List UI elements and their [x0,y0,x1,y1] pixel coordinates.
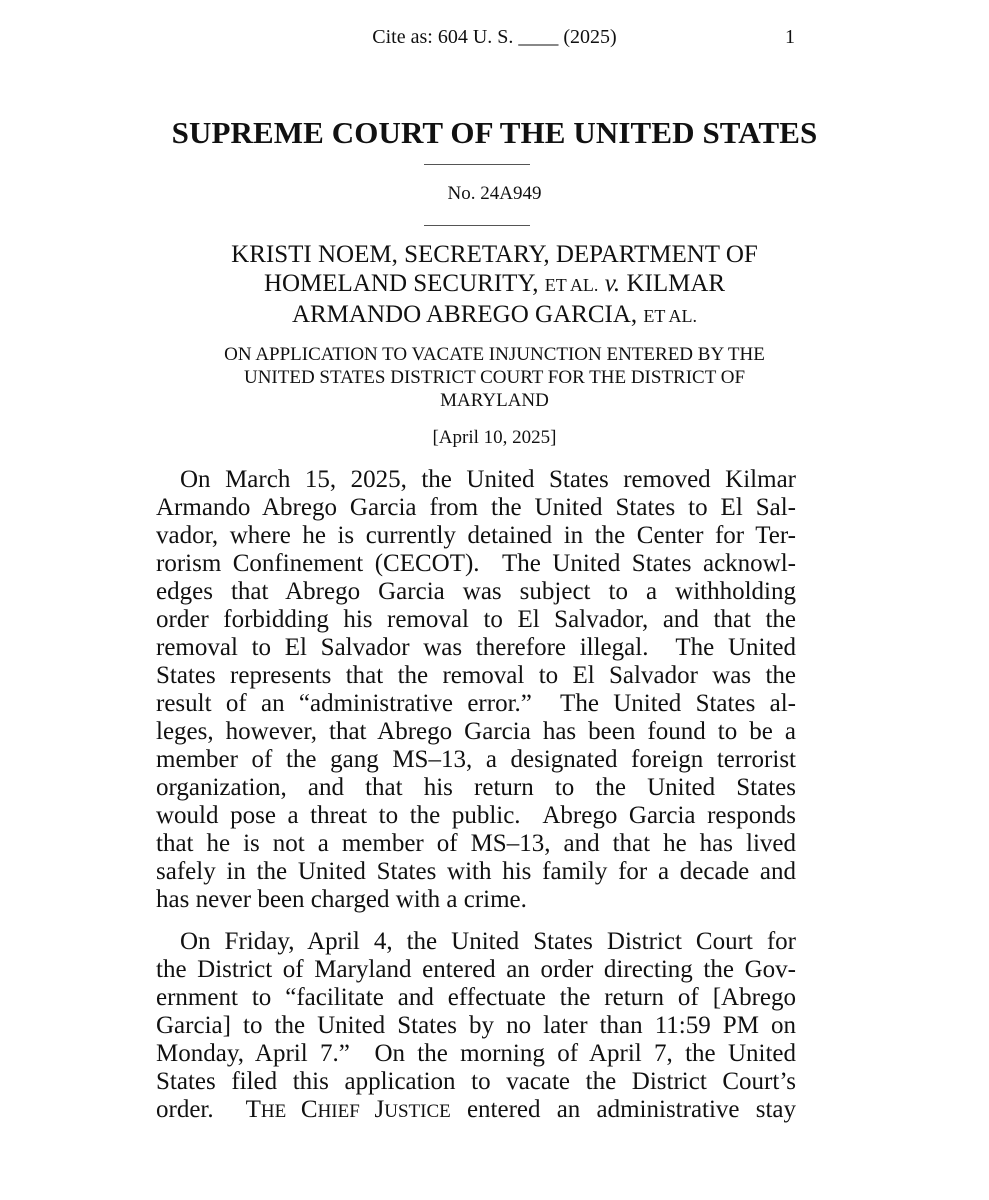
running-header [0,26,989,56]
citation: Cite as: 604 U. S. ____ (2025) [372,26,617,48]
text-line: edges that Abrego Garcia was subject to a withholding [156,578,796,605]
text-line: vador, where he is currently detained in the Center for Ter- [156,522,796,549]
text-line: order forbidding his removal to El Salvador, and that the [156,606,796,633]
text-line: safely in the United States with his family for a decade and [156,858,796,885]
text-line: result of an “administrative error.” The United States al- [156,690,796,717]
text-line: would pose a threat to the public. Abrego Garcia responds [156,802,796,829]
court-name: SUPREME COURT OF THE UNITED STATES [171,115,818,150]
divider-rule [424,225,530,226]
text-line: Monday, April 7.” On the morning of April 7, the United [156,1040,796,1067]
divider-rule [424,164,530,165]
text-line: leges, however, that Abrego Garcia has been found to be a [156,718,796,745]
text-line: order. THE CHIEF JUSTICE entered an administrative stay [156,1096,796,1123]
text-line: organization, and that his return to the United States [156,774,796,801]
caption-line-2: HOMELAND SECURITY, ET AL. v. KILMAR [263,270,726,297]
paragraph-2 [156,928,796,1126]
text-line: the District of Maryland entered an order directing the Gov- [156,956,796,983]
text-line: States represents that the removal to El Salvador was the [156,662,796,689]
text-line: ernment to “facilitate and effectuate the return of [Abrego [156,984,796,1011]
text-line: member of the gang MS–13, a designated foreign terrorist [156,746,796,773]
caption-line-1: KRISTI NOEM, SECRETARY, DEPARTMENT OF [231,241,758,268]
paragraph-1 [156,466,796,914]
text-line: rorism Confinement (CECOT). The United States acknowl- [156,550,796,577]
text-line: Armando Abrego Garcia from the United States to El Sal- [156,494,796,521]
application-heading: ON APPLICATION TO VACATE INJUNCTION ENTERED BY THE UNITED STATES DISTRICT COURT FOR THE DISTRICT OF MARYLAND [224,344,765,411]
decision-date: [April 10, 2025] [432,427,557,448]
case-caption [140,240,849,331]
text-line: On Friday, April 4, the United States District Court for [180,928,796,955]
docket-number: No. 24A949 [447,183,542,204]
text-line: has never been charged with a crime. [156,886,527,913]
text-line: removal to El Salvador was therefore illegal. The United [156,634,796,661]
text-line: On March 15, 2025, the United States removed Kilmar [180,466,796,493]
text-line: Garcia] to the United States by no later than 11:59 PM on [156,1012,796,1039]
text-line: that he is not a member of MS–13, and that he has lived [156,830,796,857]
page-number: 1 [785,26,795,48]
text-line: States filed this application to vacate the District Court’s [156,1068,796,1095]
caption-line-3: ARMANDO ABREGO GARCIA, ET AL. [291,301,698,328]
